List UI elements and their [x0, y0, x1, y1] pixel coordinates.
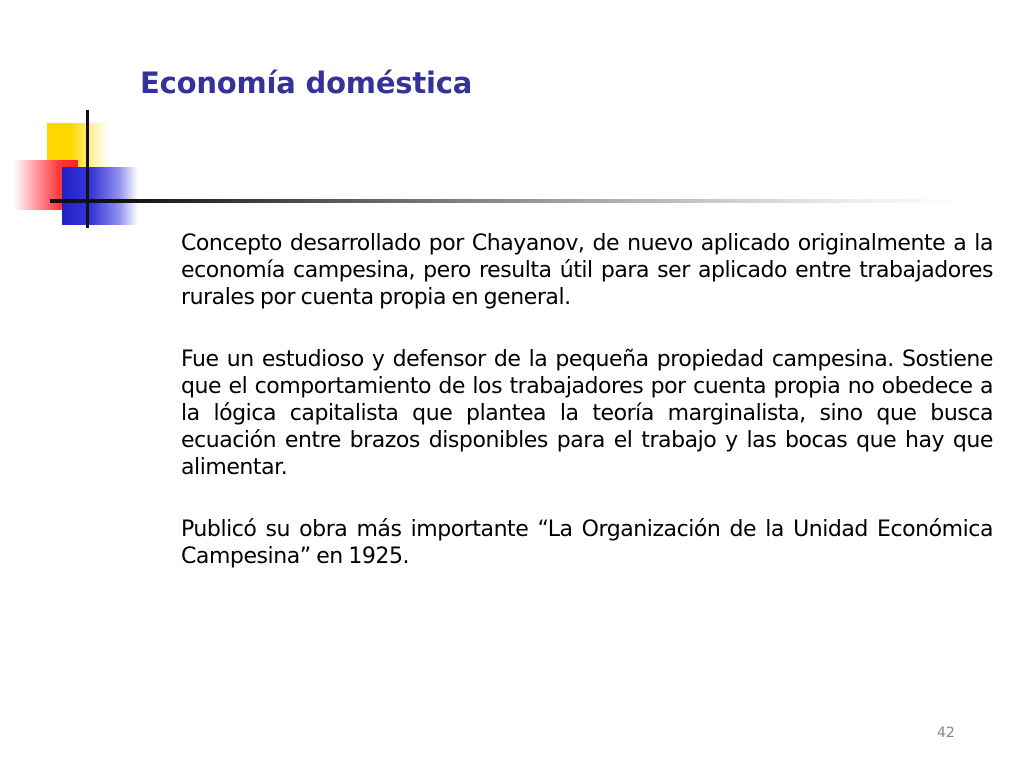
vertical-divider [86, 110, 89, 228]
decorative-squares-logo [0, 105, 160, 235]
title-divider-line [50, 199, 960, 203]
body-paragraph: Concepto desarrollado por Chayanov, de nuevo aplicado originalmente a la economía campesina, pero resulta útil para ser aplicado entre trabajadores rurales por cuenta propia en general. [181, 231, 993, 310]
blue-square [62, 167, 138, 225]
slide-body [181, 230, 993, 605]
page-number: 42 [937, 725, 955, 741]
body-paragraph: Fue un estudioso y defensor de la pequeña propiedad campesina. Sostiene que el comportamiento de los trabajadores por cuenta propia no obedece a la lógica capitalista que plantea la teoría marginalista, sino que busca ecuación entre brazos disponibles para el trabajo y las bocas que hay que alimentar. [181, 347, 993, 480]
slide-title: Economía doméstica [140, 66, 473, 100]
body-paragraph: Publicó su obra más importante “La Organización de la Unidad Económica Campesina” en 1925. [181, 517, 993, 569]
